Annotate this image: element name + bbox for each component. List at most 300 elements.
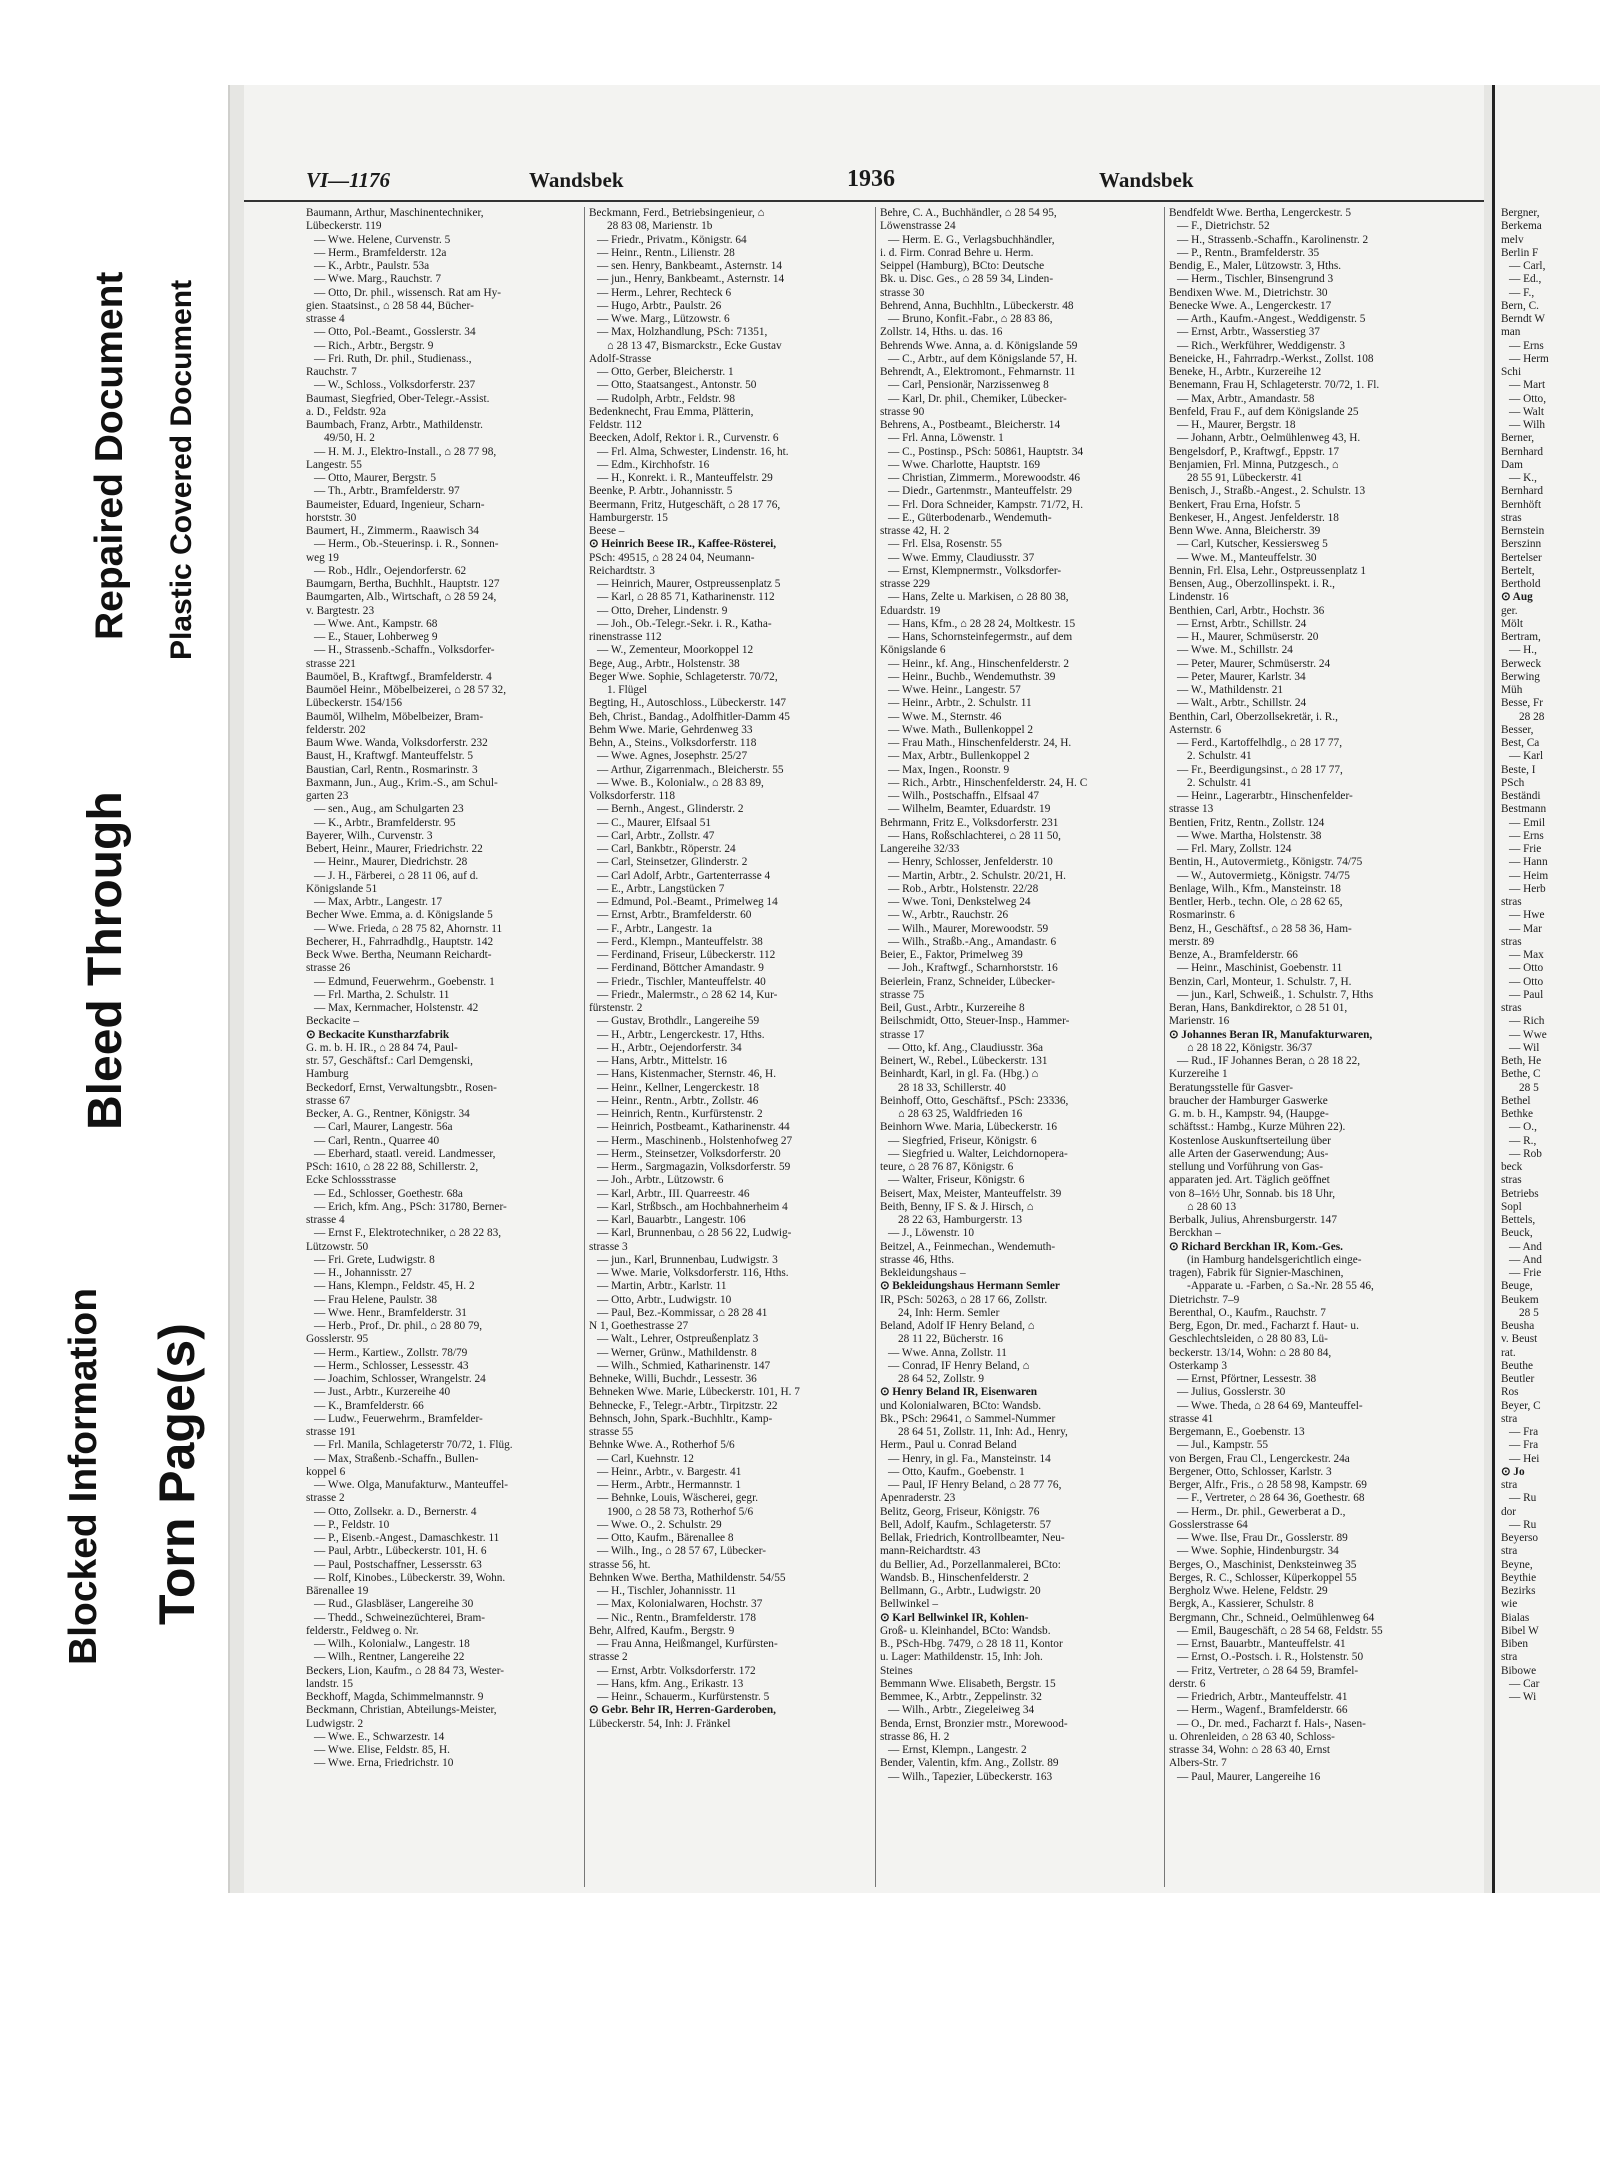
directory-entry-line: Königslande 6 [880, 644, 946, 657]
directory-entry-line: Eduardstr. 19 [880, 604, 941, 617]
directory-entry-line: Gosslerstr. 95 [306, 1333, 369, 1346]
directory-entry-line: Beuthe [1501, 1359, 1533, 1372]
directory-entry-line: Baustian, Carl, Rentn., Rosmarinstr. 3 [306, 763, 478, 776]
directory-entry-line: — F., Dietrichstr. 52 [1177, 220, 1270, 233]
directory-entry-line: — Joachim, Schlosser, Wrangelstr. 24 [314, 1373, 486, 1385]
directory-entry-line: i. d. Firm. Conrad Behre u. Herm. [880, 246, 1034, 259]
directory-entry-line: Bärenallee 19 [306, 1585, 369, 1597]
directory-entry-line: Behrend, Anna, Buchhltn., Lübeckerstr. 48 [880, 299, 1074, 312]
directory-entry-line: PSch [1501, 776, 1525, 789]
scanned-page [228, 85, 1600, 1893]
directory-entry-line: — jun., Karl, Brunnenbau, Ludwigstr. 3 [597, 1253, 778, 1266]
directory-entry-line: ⌂ 28 63 25, Waldfrieden 16 [898, 1108, 1023, 1120]
directory-entry-line: 28 11 22, Bücherstr. 16 [898, 1333, 1004, 1346]
directory-entry-line: — W., Mathildenstr. 21 [1177, 684, 1284, 696]
directory-entry-line: Berndt W [1501, 313, 1546, 325]
directory-entry-line: Seippel (Hamburg), BCto: Deutsche [880, 260, 1045, 272]
directory-entry-line: u. Lager: Mathildenstr. 15, Inh: Joh. [880, 1651, 1043, 1664]
directory-entry-line: — Herm., Arbtr., Hermannstr. 1 [597, 1479, 742, 1491]
directory-entry-line: — Ernst F., Elektrotechniker, ⌂ 28 22 83, [314, 1227, 502, 1240]
directory-entry-line: du Bellier, Ad., Porzellanmalerei, BCto: [880, 1558, 1061, 1571]
directory-entry-line: — Wwe. Olga, Manufakturw., Manteuffel- [314, 1479, 508, 1491]
directory-entry-line: Beil, Gust., Arbtr., Kurzereihe 8 [880, 1002, 1025, 1014]
directory-entry-line: Gosslerstrasse 64 [1169, 1518, 1248, 1531]
directory-entry-line: strasse 86, H. 2 [880, 1730, 950, 1743]
directory-entry-line: Feldstr. 112 [589, 419, 642, 431]
directory-entry-line: 28 22 63, Hamburgerstr. 13 [898, 1214, 1023, 1226]
directory-entry-line: — Wilh., Schmied, Katharinenstr. 147 [597, 1359, 771, 1372]
directory-entry-line: — Wwe. Helene, Curvenstr. 5 [314, 233, 451, 246]
directory-entry-line: Behneke, Willi, Buchdr., Lessestr. 36 [589, 1373, 757, 1385]
directory-entry-line: Behnken Wwe. Bertha, Mathildenstr. 54/55 [589, 1571, 786, 1584]
directory-entry-line: man [1501, 326, 1521, 339]
directory-entry-line: Bk. u. Disc. Ges., ⌂ 28 59 34, Linden- [880, 273, 1054, 286]
directory-entry-line: Bengelsdorf, P., Kraftwgf., Eppstr. 17 [1169, 445, 1340, 458]
directory-entry-line: — Mar [1509, 922, 1542, 935]
directory-entry-line: ⌂ 28 13 47, Bismarckstr., Ecke Gustav [607, 339, 782, 352]
directory-entry-line: Bergk, A., Kassierer, Schulstr. 8 [1169, 1598, 1314, 1611]
directory-entry-line: Becherer, H., Fahrradhdlg., Hauptstr. 142 [306, 935, 494, 948]
directory-entry-line: — O., [1509, 1121, 1537, 1134]
directory-entry-line: — And [1509, 1253, 1542, 1266]
directory-entry-line: — H., Strassenb.-Schaffn., Karolinenstr. 2 [1177, 233, 1369, 246]
directory-entry-line: — Nic., Rentn., Bramfelderstr. 178 [597, 1611, 757, 1624]
directory-entry-line: — J. H., Färberei, ⌂ 28 11 06, auf d. [314, 869, 479, 882]
directory-entry-line: — Wilh., Rentner, Langereihe 22 [314, 1651, 465, 1664]
directory-entry-line: Benda, Ernst, Bronzier mstr., Morewood- [880, 1717, 1068, 1730]
directory-entry-line: — F., [1509, 286, 1535, 299]
directory-entry-line: — Edmund, Feuerwehrm., Goebenstr. 1 [314, 975, 495, 988]
directory-entry-line: — Frl. Anna, Löwenstr. 1 [888, 432, 1004, 445]
directory-entry-line: Berszinn [1501, 538, 1542, 551]
directory-entry-line: — Otto, Arbtr., Ludwigstr. 10 [597, 1293, 732, 1306]
directory-entry-line: Beckhoff, Magda, Schimmelmannstr. 9 [306, 1691, 484, 1703]
directory-entry-line: Behrends Wwe. Anna, a. d. Königslande 59 [880, 339, 1078, 352]
directory-entry-line: -Apparate u. -Farben, ⌂ Sa.-Nr. 28 55 46, [1187, 1280, 1374, 1293]
directory-entry-line: — Carl, Maurer, Langestr. 56a [314, 1121, 453, 1134]
directory-entry-line: Adolf-Strasse [589, 352, 652, 365]
directory-entry-line: — Henry, in gl. Fa., Mansteinstr. 14 [888, 1452, 1051, 1465]
directory-entry-line: Reichardtstr. 3 [589, 564, 655, 577]
directory-entry-line: Kostenlose Auskunftserteilung über [1169, 1134, 1331, 1147]
directory-entry-line: — Wilh [1509, 419, 1546, 431]
directory-entry-line: — Joh., Kraftwgf., Scharnhorststr. 16 [888, 962, 1058, 975]
directory-entry-line: — Rich., Werkführer, Weddigenstr. 3 [1177, 339, 1345, 352]
label-repaired-document: Repaired Document [88, 271, 131, 640]
directory-entry-line: Baumöel, B., Kraftwgf., Bramfelderstr. 4 [306, 670, 492, 683]
directory-entry-line: Becker, A. G., Rentner, Königstr. 34 [306, 1108, 470, 1120]
directory-entry-line: Bestmann [1501, 803, 1547, 816]
directory-entry-line: — Otto, [1509, 392, 1547, 405]
directory-entry-line: Beland, Adolf IF Henry Beland, ⌂ [880, 1320, 1035, 1332]
directory-entry-line: Beckmann, Christian, Abteilungs-Meister, [306, 1704, 497, 1717]
directory-entry-line: strasse 30 [880, 286, 925, 299]
directory-entry-line: Sopl [1501, 1200, 1522, 1213]
directory-entry-line: beckerstr. 13/14, Wohn: ⌂ 28 80 84, [1169, 1346, 1332, 1359]
directory-entry-line: — O., Dr. med., Facharzt f. Hals-, Nasen- [1177, 1717, 1366, 1730]
directory-entry-line: ⊙ Karl Bellwinkel IR, Kohlen- [880, 1611, 1029, 1624]
directory-entry-line: — Frl. Dora Schneider, Kampstr. 71/72, H. [888, 498, 1084, 511]
directory-entry-line: Berger, Alfr., Fris., ⌂ 28 58 98, Kampstr. 69 [1169, 1479, 1367, 1491]
directory-entry-line: — Ernst, Arbtr., Wasserstieg 37 [1177, 326, 1320, 339]
directory-entry-line: strasse 221 [306, 657, 356, 670]
directory-entry-line: — jun., Karl, Schweiß., 1. Schulstr. 7, Hths [1177, 988, 1374, 1001]
directory-entry-line: ger. [1501, 604, 1518, 617]
directory-entry-line: Benzin, Carl, Monteur, 1. Schulstr. 7, H. [1169, 975, 1352, 988]
directory-entry-line: — H., [1509, 644, 1537, 657]
directory-entry-line: — Otto, kf. Ang., Claudiusstr. 36a [888, 1041, 1044, 1054]
directory-entry-line: — Frie [1509, 1267, 1542, 1279]
label-torn-pages: Torn Page(s) [149, 1323, 205, 1625]
directory-entry-line: Bender, Valentin, kfm. Ang., Zollstr. 89 [880, 1757, 1059, 1770]
directory-entry-line: — Wwe. Marie, Volksdorferstr. 116, Hths. [597, 1267, 789, 1279]
directory-entry-line: Lübeckerstr. 54, Inh: J. Fränkel [589, 1717, 731, 1730]
directory-entry-line: — Wwe. Elise, Feldstr. 85, H. [314, 1744, 450, 1756]
directory-entry-line: — Wilh., Ing., ⌂ 28 57 67, Lübecker- [597, 1545, 767, 1558]
directory-entry-line: Beckmann, Ferd., Betriebsingenieur, ⌂ [589, 207, 765, 219]
directory-entry-line: strasse 42, H. 2 [880, 525, 950, 537]
directory-entry-line: ⊙ Heinrich Beese IR., Kaffee-Rösterei, [589, 538, 777, 551]
directory-entry-line: stellung und Vorführung von Gas- [1169, 1161, 1323, 1173]
directory-entry-line: — Heinrich, Postbeamt., Katharinenstr. 44 [597, 1121, 790, 1134]
directory-entry-line: Benkeser, H., Angest. Jenfelderstr. 18 [1169, 511, 1339, 524]
directory-entry-line: schäftsst.: Hambg., Kurze Mühren 22). [1169, 1121, 1346, 1134]
directory-entry-line: — Karl [1509, 750, 1544, 763]
directory-entry-line: Lindenstr. 16 [1169, 591, 1229, 604]
directory-entry-line: Bendixen Wwe. M., Dietrichstr. 30 [1169, 286, 1328, 299]
directory-entry-line: — Wwe. Heinr., Langestr. 57 [888, 684, 1021, 696]
directory-entry-line: — Thedd., Schweinezüchterei, Bram- [314, 1611, 486, 1624]
directory-entry-line: Wandsb. B., Hinschenfelderstr. 2 [880, 1571, 1029, 1584]
directory-entry-line: — Wwe. Martha, Holstenstr. 38 [1177, 829, 1322, 842]
directory-entry-line: 2. Schulstr. 41 [1187, 750, 1252, 763]
directory-entry-line: Behrens, A., Postbeamt., Bleicherstr. 14 [880, 419, 1061, 431]
directory-entry-line: Baumbach, Franz, Arbtr., Mathildenstr. [306, 419, 483, 431]
directory-entry-line: — Frl. Alma, Schwester, Lindenstr. 16, ht. [597, 445, 789, 458]
directory-entry-line: — Wwe. M., Manteuffelstr. 30 [1177, 551, 1317, 564]
directory-entry-line: Bedenknecht, Frau Emma, Plätterin, [589, 405, 754, 418]
directory-entry-line: — Max, Kolonialwaren, Hochstr. 37 [597, 1598, 763, 1611]
directory-entry-line: — Werner, Grünw., Mathildenstr. 8 [597, 1346, 757, 1359]
directory-entry-line: — Rudolph, Arbtr., Feldstr. 98 [597, 392, 736, 405]
directory-entry-line: — Wwe. M., Schillstr. 24 [1177, 644, 1293, 657]
directory-entry-line: — Max, Holzhandlung, PSch: 71351, [597, 326, 768, 339]
directory-entry-line: Bemmann Wwe. Elisabeth, Bergstr. 15 [880, 1677, 1056, 1690]
directory-entry-line: — Friedr., Malermstr., ⌂ 28 62 14, Kur- [597, 988, 778, 1001]
directory-entry-line: — Frl. Martha, 2. Schulstr. 11 [314, 988, 450, 1001]
directory-entry-line: — Gustav, Brothdlr., Langereihe 59 [597, 1015, 760, 1028]
directory-entry-line: strasse 2 [589, 1651, 628, 1664]
directory-entry-line: Hamburgerstr. 15 [589, 511, 668, 524]
directory-column-3 [880, 207, 1160, 1887]
directory-entry-line: — Wwe. M., Sternstr. 46 [888, 710, 1002, 723]
directory-entry-line: Bendfeldt Wwe. Bertha, Lengerckestr. 5 [1169, 207, 1352, 219]
directory-entry-line: strasse 46, Hths. [880, 1253, 955, 1266]
page-number: VI—1176 [306, 168, 391, 192]
directory-entry-line: — Max, Arbtr., Bullenkoppel 2 [888, 750, 1030, 763]
directory-entry-line: Behr, Alfred, Kaufm., Bergstr. 9 [589, 1624, 735, 1637]
directory-entry-line: — Ernst, O.-Postsch. i. R., Holstenstr. 50 [1177, 1651, 1364, 1664]
directory-entry-line: Beith, Benny, IF S. & J. Hirsch, ⌂ [880, 1200, 1034, 1213]
directory-entry-line: — K., Arbtr., Paulstr. 53a [314, 260, 430, 272]
directory-entry-line: — Ernst, Arbtr., Schillstr. 24 [1177, 617, 1307, 630]
directory-entry-line: — Carl, Steinsetzer, Glinderstr. 2 [597, 856, 748, 869]
directory-entry-line: v. Beust [1501, 1333, 1538, 1346]
directory-entry-line: Behnecke, F., Telegr.-Arbtr., Tirpitzstr. 22 [589, 1399, 778, 1412]
directory-entry-line: — Wwe. Math., Bullenkoppel 2 [888, 723, 1034, 736]
directory-entry-line: Beitzel, A., Feinmechan., Wendemuth- [880, 1240, 1056, 1253]
directory-entry-line: — Max, Ingen., Roonstr. 9 [888, 763, 1010, 776]
directory-entry-line: — C., Postinsp., PSch: 50861, Hauptstr. 34 [888, 445, 1084, 458]
directory-entry-line: — Hann [1509, 856, 1548, 869]
directory-entry-line: Beneicke, H., Fahrradrp.-Werkst., Zollst. 108 [1169, 352, 1374, 365]
directory-entry-line: Behrmann, Fritz E., Volksdorferstr. 231 [880, 816, 1059, 829]
directory-entry-line: — Frl. Manila, Schlageterstr 70/72, 1. Flüg. [314, 1439, 513, 1452]
directory-entry-line: Begting, H., Autoschloss., Lübeckerstr. 147 [589, 697, 787, 710]
directory-entry-line: — Karl, Arbtr., III. Quarreestr. 46 [597, 1187, 750, 1200]
directory-entry-line: — Herb., Prof., Dr. phil., ⌂ 28 80 79, [314, 1320, 483, 1332]
directory-entry-line: — Joh., Arbtr., Lützowstr. 6 [597, 1174, 724, 1187]
directory-entry-line: — Wilh., Kolonialw., Langestr. 18 [314, 1638, 470, 1650]
directory-entry-line: 2. Schulstr. 41 [1187, 776, 1252, 789]
directory-entry-line: — Max, Arbtr., Amandastr. 58 [1177, 392, 1315, 405]
directory-entry-line: Bellwinkel – [880, 1598, 939, 1611]
directory-entry-line: koppel 6 [306, 1465, 346, 1478]
directory-entry-line: — Martin, Arbtr., Karlstr. 11 [597, 1280, 727, 1293]
directory-entry-line: Beckers, Lion, Kaufm., ⌂ 28 84 73, Wester- [306, 1664, 505, 1677]
directory-entry-line: Löwenstrasse 24 [880, 220, 956, 233]
directory-entry-line: Bensen, Aug., Oberzollinspekt. i. R., [1169, 578, 1335, 590]
directory-entry-line: — Ernst, Arbtr. Volksdorferstr. 172 [597, 1664, 756, 1677]
directory-entry-line: Beyer, C [1501, 1399, 1541, 1412]
scan-defect-labels [0, 0, 230, 2177]
directory-entry-line: strasse 4 [306, 313, 345, 325]
directory-entry-line: 28 18 33, Schillerstr. 40 [898, 1081, 1006, 1094]
directory-entry-line: — Fri. Ruth, Dr. phil., Studienass., [314, 352, 472, 365]
directory-entry-line: — Heinr., Arbtr., v. Bargestr. 41 [597, 1465, 742, 1478]
directory-entry-line: — Fri. Grete, Ludwigstr. 8 [314, 1253, 435, 1266]
directory-entry-line: merstr. 89 [1169, 935, 1215, 948]
directory-entry-line: Benn Wwe. Anna, Bleicherstr. 39 [1169, 525, 1321, 537]
directory-entry-line: — Wwe. Ilse, Frau Dr., Gosslerstr. 89 [1177, 1532, 1348, 1544]
directory-entry-line: Beran, Hans, Bankdirektor, ⌂ 28 51 01, [1169, 1002, 1348, 1014]
directory-entry-line: — sen. Henry, Bankbeamt., Asternstr. 14 [597, 260, 783, 272]
directory-entry-line: PSch: 49515, ⌂ 28 24 04, Neumann- [589, 551, 755, 564]
directory-entry-line: — Paul [1509, 988, 1544, 1001]
directory-entry-line: — P., Eisenb.-Angest., Damaschkestr. 11 [314, 1532, 500, 1544]
directory-entry-line: — Wwe. Anna, Zollstr. 11 [888, 1346, 1007, 1359]
directory-entry-line: Lübeckerstr. 119 [306, 220, 382, 233]
directory-entry-line: strasse 67 [306, 1094, 351, 1107]
directory-entry-line: — Erns [1509, 829, 1544, 842]
label-plastic-covered-document: Plastic Covered Document [165, 279, 198, 660]
directory-entry-line: Bekleidungshaus – [880, 1267, 966, 1279]
directory-entry-line: — Siegfried, Friseur, Königstr. 6 [888, 1134, 1037, 1147]
directory-entry-line: — Wwe. E., Schwarzestr. 14 [314, 1730, 445, 1743]
directory-entry-line: — Herm [1509, 352, 1549, 365]
directory-entry-line: Bergmann, Chr., Schneid., Oelmühlenweg 64 [1169, 1611, 1375, 1624]
directory-entry-line: — Wwe. Charlotte, Hauptstr. 169 [888, 458, 1040, 471]
directory-entry-line: Beutler [1501, 1373, 1535, 1385]
directory-column-2 [589, 207, 871, 1887]
directory-entry-line: Baxmann, Jun., Aug., Krim.-S., am Schul- [306, 776, 498, 789]
directory-entry-line: — Herm., Bramfelderstr. 12a [314, 246, 447, 259]
directory-entry-line: — Herm., Schlosser, Lessesstr. 43 [314, 1359, 469, 1372]
directory-entry-line: — Heinr., Rentn., Arbtr., Zollstr. 46 [597, 1094, 759, 1107]
directory-entry-line: Behre, C. A., Buchhändler, ⌂ 28 54 95, [880, 207, 1057, 219]
directory-entry-line: B., PSch-Hbg. 7479, ⌂ 28 18 11, Kontor [880, 1638, 1063, 1650]
directory-entry-line: — Arth., Kaufm.-Angest., Weddigenstr. 5 [1177, 313, 1366, 325]
directory-entry-line: — Ernst, Klempn., Langestr. 2 [888, 1744, 1027, 1756]
directory-entry-line: — Carl, Kuehnstr. 12 [597, 1452, 694, 1465]
directory-entry-line: Berweck [1501, 657, 1542, 670]
directory-entry-line: — Rob [1509, 1147, 1542, 1160]
directory-entry-line: — Carl Adolf, Arbtr., Gartenterrasse 4 [597, 869, 771, 882]
directory-entry-line: — Hans, Klempn., Feldstr. 45, H. 2 [314, 1280, 475, 1293]
directory-entry-line: — Bernh., Angest., Glinderstr. 2 [597, 803, 744, 816]
directory-entry-line: — Th., Arbtr., Bramfelderstr. 97 [314, 485, 460, 498]
directory-entry-line: Bertram, [1501, 631, 1541, 643]
directory-entry-line: — Wwe. Marg., Rauchstr. 7 [314, 273, 441, 286]
directory-entry-line: strasse 229 [880, 578, 930, 590]
directory-entry-line: horststr. 30 [306, 511, 357, 524]
directory-entry-line: Bethel [1501, 1094, 1531, 1107]
directory-entry-line: Baum Wwe. Wanda, Volksdorferstr. 232 [306, 737, 488, 749]
label-blocked-information: Blocked Information [62, 1287, 105, 1665]
directory-entry-line: — Wwe. Marg., Lützowstr. 6 [597, 313, 730, 325]
directory-entry-line: — Herm., Wagenf., Bramfelderstr. 66 [1177, 1704, 1348, 1717]
directory-entry-line: Beratungsstelle für Gasver- [1169, 1081, 1293, 1094]
directory-entry-line: str. 57, Geschäftsf.: Carl Demgenski, [306, 1055, 473, 1067]
directory-entry-line: Beecken, Adolf, Rektor i. R., Curvenstr. 6 [589, 432, 779, 445]
directory-entry-line: — Erich, kfm. Ang., PSch: 31780, Berner- [314, 1200, 507, 1213]
directory-entry-line: G. m. b. H. IR., ⌂ 28 84 74, Paul- [306, 1041, 458, 1054]
directory-entry-line: gien. Staatsinst., ⌂ 28 58 44, Bücher- [306, 299, 474, 312]
header-right-title: Wandsbek [1099, 168, 1194, 192]
directory-entry-line: — Otto, Staatsangest., Antonstr. 50 [597, 379, 757, 392]
directory-entry-line: — Rob., Arbtr., Holstenstr. 22/28 [888, 882, 1039, 895]
directory-entry-line: strasse 3 [589, 1240, 628, 1253]
directory-entry-line: derstr. 6 [1169, 1677, 1206, 1690]
directory-entry-line: — Ferdinand, Böttcher Amandastr. 9 [597, 962, 764, 975]
directory-entry-line: Behrendt, A., Elektromont., Fehmarnstr. 11 [880, 366, 1076, 378]
directory-entry-line: — Christian, Zimmerm., Morewoodstr. 46 [888, 472, 1081, 484]
directory-entry-line: — Wilh., Maurer, Morewoodstr. 59 [888, 922, 1049, 935]
directory-entry-line: Bege, Aug., Arbtr., Holstenstr. 38 [589, 657, 740, 670]
directory-entry-line: Beinert, W., Rebel., Lübeckerstr. 131 [880, 1055, 1048, 1067]
directory-entry-line: felderstr. 202 [306, 723, 366, 736]
directory-entry-line: — Walt [1509, 405, 1544, 418]
directory-entry-line: Baumann, Arthur, Maschinentechniker, [306, 207, 484, 219]
directory-entry-line: — H., Arbtr., Oejendorferstr. 34 [597, 1041, 742, 1054]
directory-entry-line: Beckacite – [306, 1015, 360, 1028]
directory-entry-line: — Frau Anna, Heißmangel, Kurfürsten- [597, 1638, 778, 1650]
directory-entry-line: Berges, O., Maschinist, Denksteinweg 35 [1169, 1558, 1357, 1571]
directory-entry-line: — H., Arbtr., Lengerckestr. 17, Hths. [597, 1028, 765, 1041]
header-year: 1936 [847, 166, 895, 192]
directory-entry-line: Benemann, Frau H, Schlageterstr. 70/72, 1. Fl. [1169, 379, 1380, 392]
directory-entry-line: — Otto [1509, 962, 1544, 975]
directory-entry-line: Geschlechtsleiden, ⌂ 28 80 83, Lü- [1169, 1333, 1328, 1346]
directory-entry-line: — Ernst, Arbtr., Bramfelderstr. 60 [597, 909, 752, 922]
directory-entry-line: Behnke Wwe. A., Rotherhof 5/6 [589, 1439, 735, 1452]
directory-entry-line: Bernhard [1501, 445, 1544, 458]
directory-entry-line: stra [1501, 1479, 1518, 1491]
directory-entry-line: — H., Strassenb.-Schaffn., Volksdorfer- [314, 644, 495, 657]
directory-entry-line: — Frau Math., Hinschenfelderstr. 24, H. [888, 737, 1072, 749]
directory-entry-line: — H., Johannisstr. 27 [314, 1267, 412, 1279]
directory-entry-line: — F., Vertreter, ⌂ 28 64 36, Goethestr. 68 [1177, 1492, 1365, 1505]
directory-entry-line: — Friedr., Privatm., Königstr. 64 [597, 233, 747, 246]
directory-entry-line: 1. Flügel [607, 684, 648, 696]
directory-entry-line: weg 19 [306, 551, 339, 564]
directory-entry-line: — Paul, Maurer, Langereihe 16 [1177, 1770, 1321, 1783]
directory-entry-line: — Paul, Arbtr., Lübeckerstr. 101, H. 6 [314, 1545, 487, 1558]
directory-entry-line: Beuge, [1501, 1280, 1533, 1293]
directory-entry-line: — Wwe [1509, 1028, 1547, 1041]
directory-entry-line: — Heinr., Arbtr., 2. Schulstr. 11 [888, 697, 1032, 710]
directory-entry-line: — Otto [1509, 975, 1544, 988]
directory-entry-line: Beythie [1501, 1571, 1537, 1584]
directory-entry-line: felderstr., Feldweg o. Nr. [306, 1624, 419, 1637]
directory-column-5 [1501, 207, 1600, 1887]
directory-entry-line: 24, Inh: Herm. Semler [898, 1306, 1000, 1319]
directory-entry-line: rat. [1501, 1346, 1516, 1359]
directory-entry-line: — Wilh., Arbtr., Ziegeleiweg 34 [888, 1704, 1035, 1717]
directory-entry-line: Beste, I [1501, 763, 1536, 776]
directory-entry-line: beck [1501, 1161, 1523, 1173]
directory-entry-line: Bettels, [1501, 1214, 1536, 1226]
directory-entry-line: — Heinrich, Rentn., Kurfürstenstr. 2 [597, 1108, 763, 1120]
directory-entry-line: — Wwe. Emmy, Claudiusstr. 37 [888, 551, 1035, 564]
directory-entry-line: — Hwe [1509, 909, 1545, 922]
directory-entry-line: Beinhoff, Otto, Geschäftsf., PSch: 23336, [880, 1094, 1069, 1107]
directory-entry-line: — Mart [1509, 379, 1546, 392]
directory-entry-line: — Car [1509, 1677, 1540, 1690]
directory-entry-line: — Wwe. Toni, Denkstelweg 24 [888, 896, 1031, 908]
directory-entry-line: Berenthal, O., Kaufm., Rauchstr. 7 [1169, 1306, 1326, 1319]
directory-entry-line: — Arthur, Zigarrenmach., Bleicherstr. 55 [597, 763, 784, 776]
directory-entry-line: Schi [1501, 366, 1522, 378]
directory-entry-line: ⊙ Richard Berckhan IR, Kom.-Ges. [1169, 1240, 1344, 1253]
directory-entry-line: Herm., Paul u. Conrad Beland [880, 1439, 1017, 1452]
directory-entry-line: — Ferd., Klempn., Manteuffelstr. 38 [597, 935, 763, 948]
directory-entry-line: Beth, He [1501, 1055, 1542, 1067]
directory-entry-line: Beier, E., Faktor, Primelweg 39 [880, 949, 1023, 961]
directory-entry-line: Benz, H., Geschäftsf., ⌂ 28 58 36, Ham- [1169, 922, 1352, 935]
page-header [244, 160, 1484, 202]
directory-entry-line: — Hans, Kfm., ⌂ 28 28 24, Moltkestr. 15 [888, 617, 1076, 630]
directory-entry-line: — Otto, Kaufm., Bärenallee 8 [597, 1532, 734, 1544]
directory-entry-line: strasse 13 [1169, 803, 1214, 816]
directory-entry-line: — Wwe. Henr., Bramfelderstr. 31 [314, 1306, 467, 1319]
directory-entry-line: Benkert, Frau Erna, Hofstr. 5 [1169, 498, 1301, 511]
directory-entry-line: tragen), Fabrik für Signier-Maschinen, [1169, 1267, 1344, 1279]
directory-entry-line: Bezirks [1501, 1585, 1536, 1597]
directory-entry-line: — Carl, Bankbtr., Röperstr. 24 [597, 843, 736, 855]
directory-entry-line: ⊙ Jo [1501, 1465, 1525, 1478]
directory-entry-line: — Hans, Kistenmacher, Sternstr. 46, H. [597, 1068, 777, 1081]
directory-entry-line: Best, Ca [1501, 737, 1540, 749]
directory-entry-line: 28 5 [1519, 1081, 1539, 1094]
adjacent-page-edge [1492, 85, 1600, 1893]
directory-entry-line: garten 23 [306, 790, 349, 802]
directory-entry-line: v. Bargtestr. 23 [306, 604, 375, 617]
directory-entry-line: strasse 90 [880, 405, 925, 418]
directory-entry-line: braucher der Hamburger Gaswerke [1169, 1094, 1328, 1107]
directory-entry-line: — Herm., Sargmagazin, Volksdorferstr. 59 [597, 1161, 791, 1173]
directory-entry-line: — Heinr., Maurer, Diedrichstr. 28 [314, 856, 468, 869]
